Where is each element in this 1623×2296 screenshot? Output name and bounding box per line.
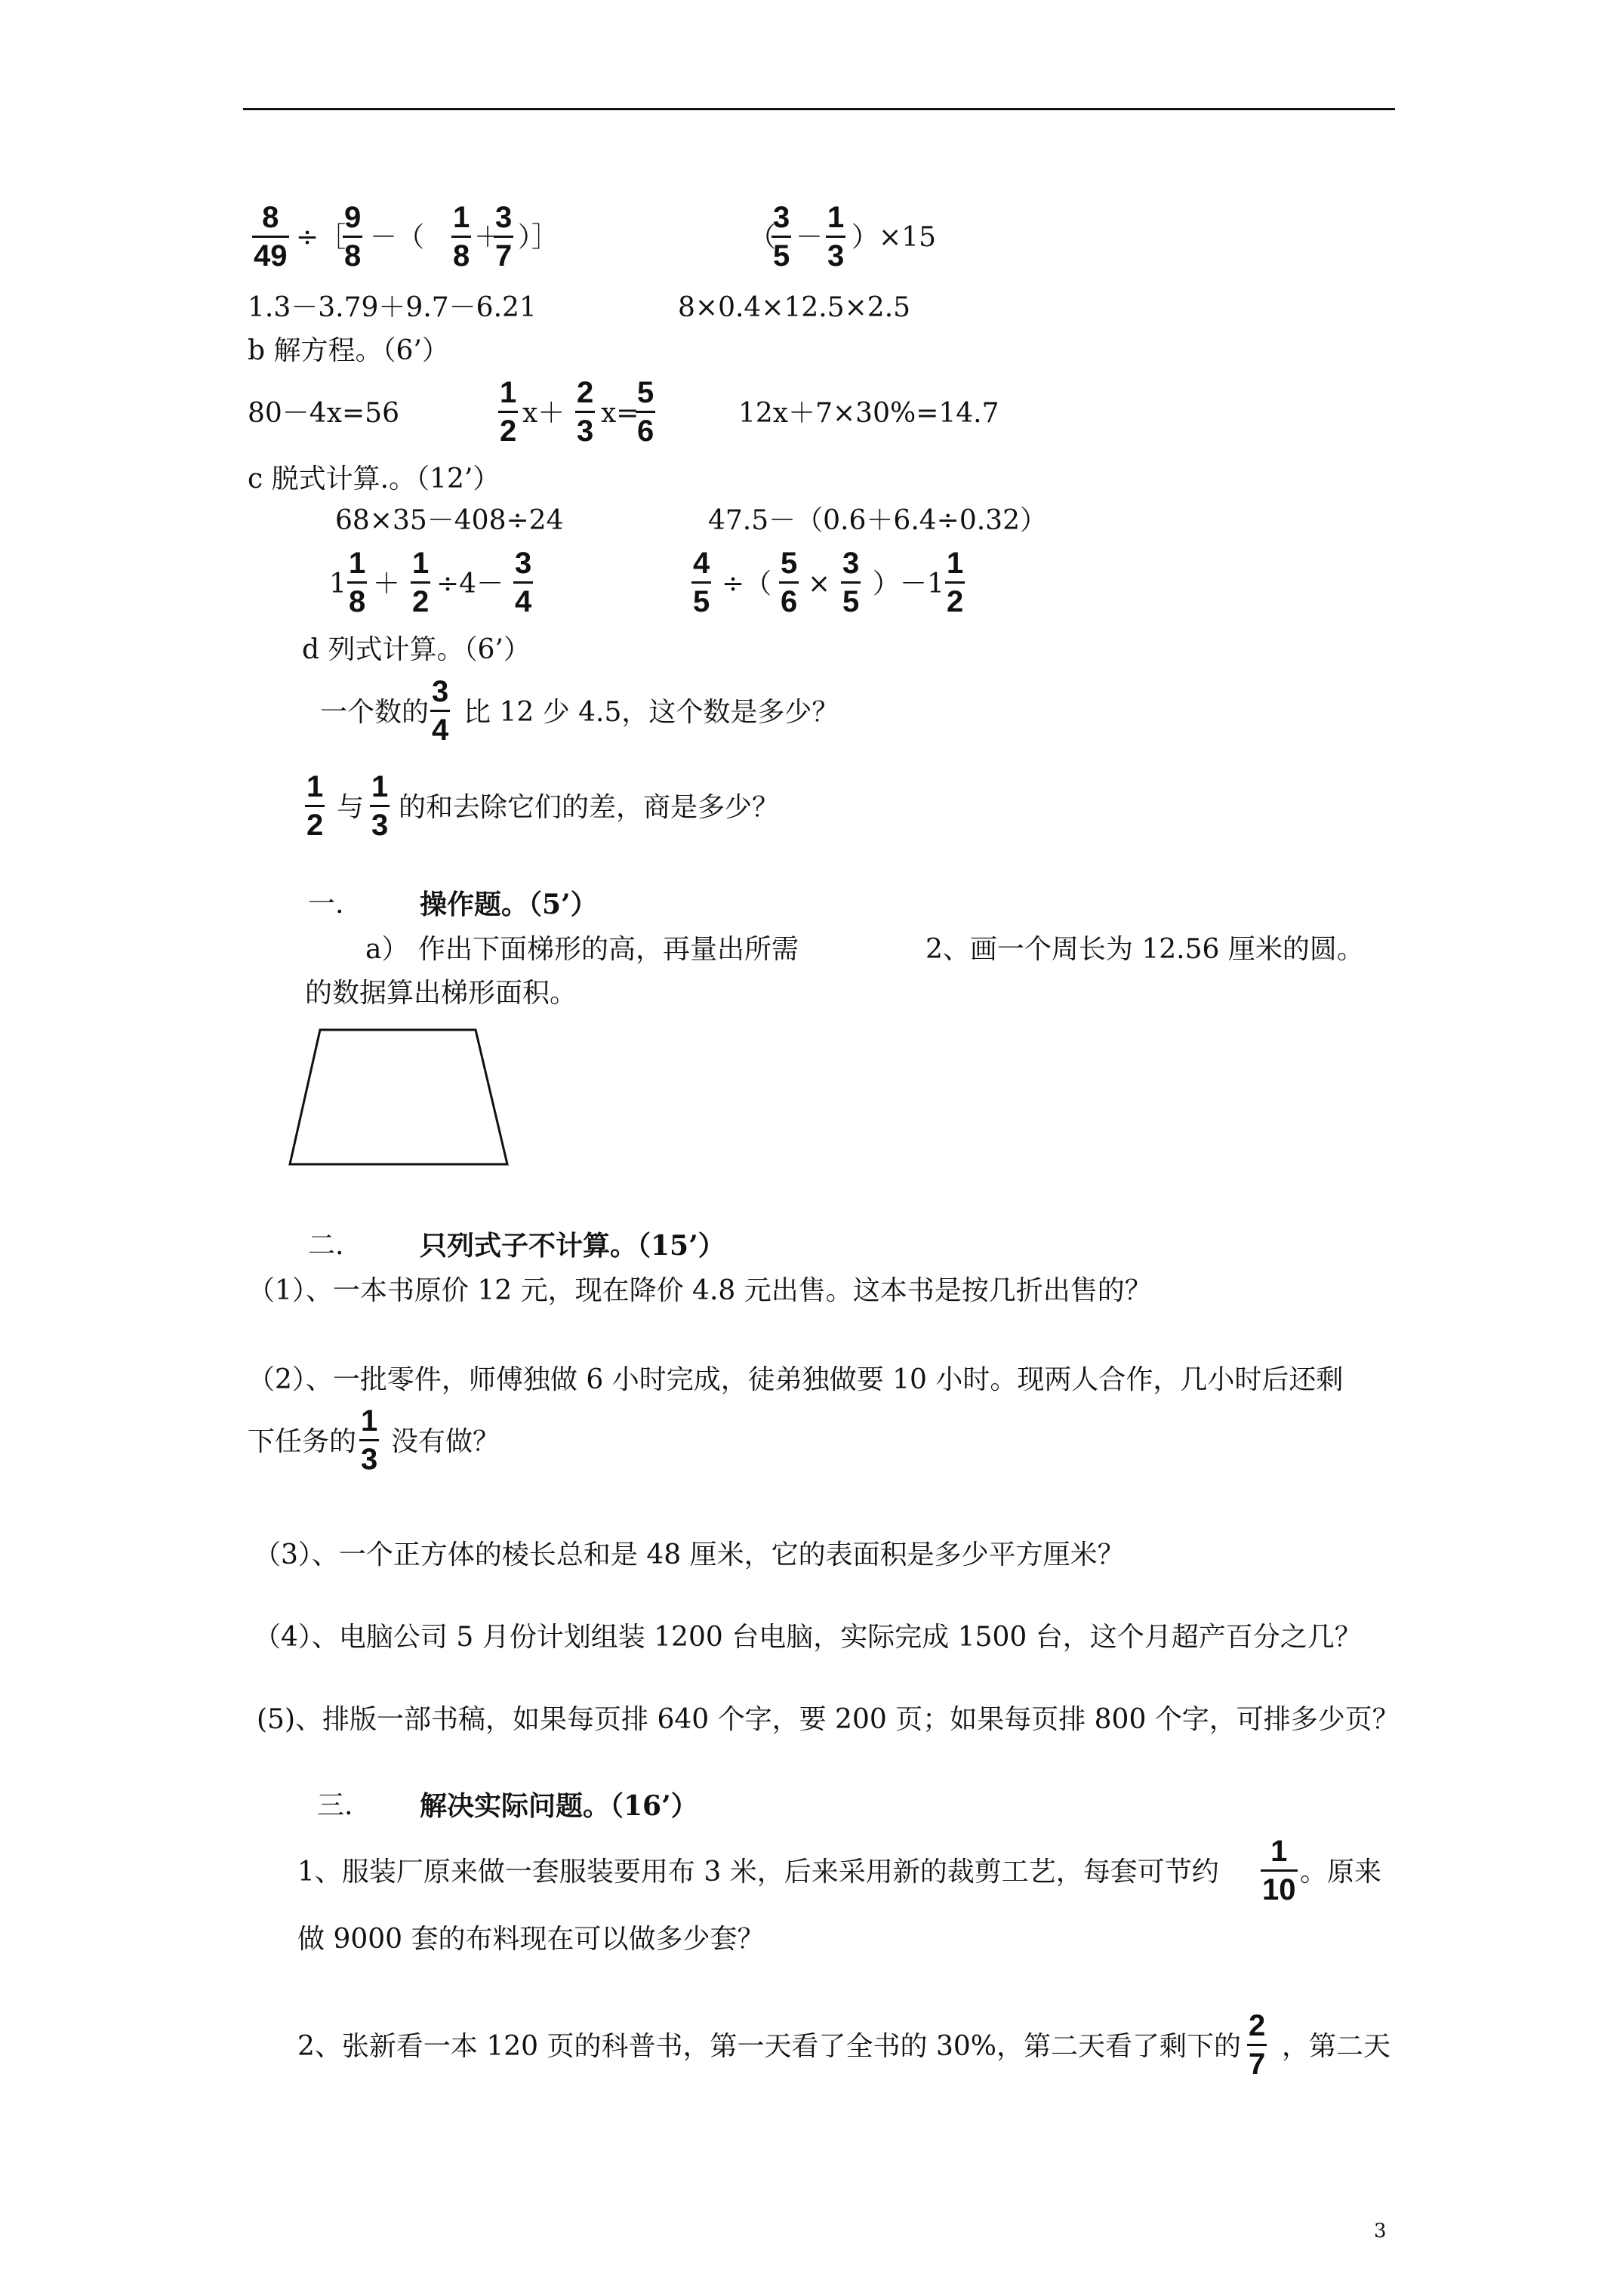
section-title: c 脱式计算.。（12’） [248, 464, 500, 495]
question-text: 2、画一个周长为 12.56 厘米的圆。 [925, 934, 1364, 965]
fraction: $\frac{5}{6}$ [781, 547, 798, 618]
question-text: 2、张新看一本 120 页的科普书，第一天看了全书的 30%，第二天看了剩下的 [297, 2031, 1241, 2062]
operator-text: ÷［ [296, 222, 346, 253]
part-title: 解决实际问题。（16’） [420, 1790, 698, 1822]
operator-text: －（ [370, 222, 425, 253]
operator-text: x＋ [522, 398, 565, 429]
operator-text: ＋ [373, 569, 401, 599]
fraction: $\frac{1}{2}$ [500, 376, 517, 448]
expression-text: 68×35－408÷24 [335, 505, 564, 536]
fraction: $\frac{3}{7}$ [495, 201, 513, 273]
part-number: 二. [308, 1230, 344, 1261]
operator-text: x= [601, 398, 639, 429]
part-title: 只列式子不计算。（15’） [420, 1230, 725, 1262]
item-label: a） [365, 934, 409, 965]
question-text: 一个数的 [320, 697, 430, 728]
fraction: $\frac{1}{10}$ [1262, 1835, 1296, 1906]
question-text: （2）、一批零件，师傅独做 6 小时完成，徒弟独做要 10 小时。现两人合作，几小时后还剩 [248, 1364, 1344, 1395]
expression-text: 1.3－3.79＋9.7－6.21 [248, 292, 537, 323]
operator-text: ÷4－ [436, 569, 504, 599]
operator-text: ）×15 [852, 222, 936, 253]
question-text: （1）、一本书原价 12 元，现在降价 4.8 元出售。这本书是按几折出售的？ [248, 1275, 1152, 1306]
section-title: d 列式计算。（6’） [302, 634, 531, 665]
fraction: $\frac{1}{8}$ [453, 201, 470, 273]
question-text: ，第二天 [1282, 2031, 1391, 2062]
question-text: 作出下面梯形的高，再量出所需 [418, 934, 799, 965]
question-text: 没有做？ [391, 1426, 500, 1457]
operator-text: （ [749, 222, 777, 253]
fraction: $\frac{1}{8}$ [349, 547, 366, 618]
equation-text: 12x＋7×30%=14.7 [738, 398, 999, 429]
question-text: 下任务的 [248, 1426, 357, 1457]
fraction: $\frac{9}{8}$ [344, 201, 362, 273]
operator-text: － [796, 222, 824, 253]
fraction: $\frac{3}{5}$ [842, 547, 860, 618]
question-text: 的和去除它们的差，商是多少？ [399, 792, 780, 823]
question-text: 。原来 [1300, 1857, 1382, 1888]
operator-text: ＋ [474, 222, 502, 253]
question-text: 与 [337, 792, 365, 823]
fraction: $\frac{1}{3}$ [827, 201, 845, 273]
question-text: （3）、一个正方体的棱长总和是 48 厘米，它的表面积是多少平方厘米？ [254, 1539, 1125, 1570]
operator-text: ÷（ [722, 569, 772, 599]
question-text: 的数据算出梯形面积。 [305, 978, 577, 1009]
fraction: $\frac{3}{5}$ [773, 201, 790, 273]
question-text: 1、服装厂原来做一套服装要用布 3 米，后来采用新的裁剪工艺，每套可节约 [297, 1857, 1219, 1888]
header-rule [243, 108, 1395, 110]
fraction: $\frac{1}{3}$ [361, 1404, 378, 1476]
fraction: $\frac{5}{6}$ [637, 376, 654, 448]
question-text: (5)、排版一部书稿，如果每页排 640 个字，要 200 页；如果每页排 800 个字，可排多少页？ [257, 1704, 1400, 1735]
question-text: 比 12 少 4.5，这个数是多少？ [463, 697, 839, 728]
fraction: $\frac{1}{2}$ [412, 547, 430, 618]
expression-text: 47.5－（0.6＋6.4÷0.32） [708, 505, 1047, 536]
question-text: （4）、电脑公司 5 月份计划组装 1200 台电脑，实际完成 1500 台，这个月超产百分之几？ [254, 1622, 1362, 1653]
equation-text: 80－4x=56 [248, 398, 399, 429]
trapezoid-figure [287, 1028, 513, 1167]
expression-text: 8×0.4×12.5×2.5 [678, 292, 911, 323]
fraction: $\frac{1}{2}$ [306, 770, 324, 842]
fraction: $\frac{1}{2}$ [947, 547, 964, 618]
fraction: $\frac{8}{49}$ [254, 201, 288, 273]
operator-text: × [808, 569, 831, 599]
question-text: 做 9000 套的布料现在可以做多少套？ [297, 1924, 765, 1955]
fraction: $\frac{4}{5}$ [693, 547, 710, 618]
part-title: 操作题。（5’） [420, 889, 598, 920]
operator-text: ）］ [518, 222, 559, 253]
part-number: 一. [308, 889, 344, 920]
operator-text: 1 [329, 569, 346, 599]
section-title: b 解方程。（6’） [248, 335, 449, 366]
fraction: $\frac{1}{3}$ [371, 770, 389, 842]
fraction: $\frac{2}{7}$ [1249, 2009, 1266, 2081]
fraction: $\frac{3}{4}$ [432, 675, 449, 747]
part-number: 三. [317, 1790, 353, 1821]
fraction: $\frac{3}{4}$ [515, 547, 532, 618]
fraction: $\frac{2}{3}$ [577, 376, 594, 448]
operator-text: ）－1 [873, 569, 944, 599]
page-number: 3 [1374, 2220, 1387, 2242]
